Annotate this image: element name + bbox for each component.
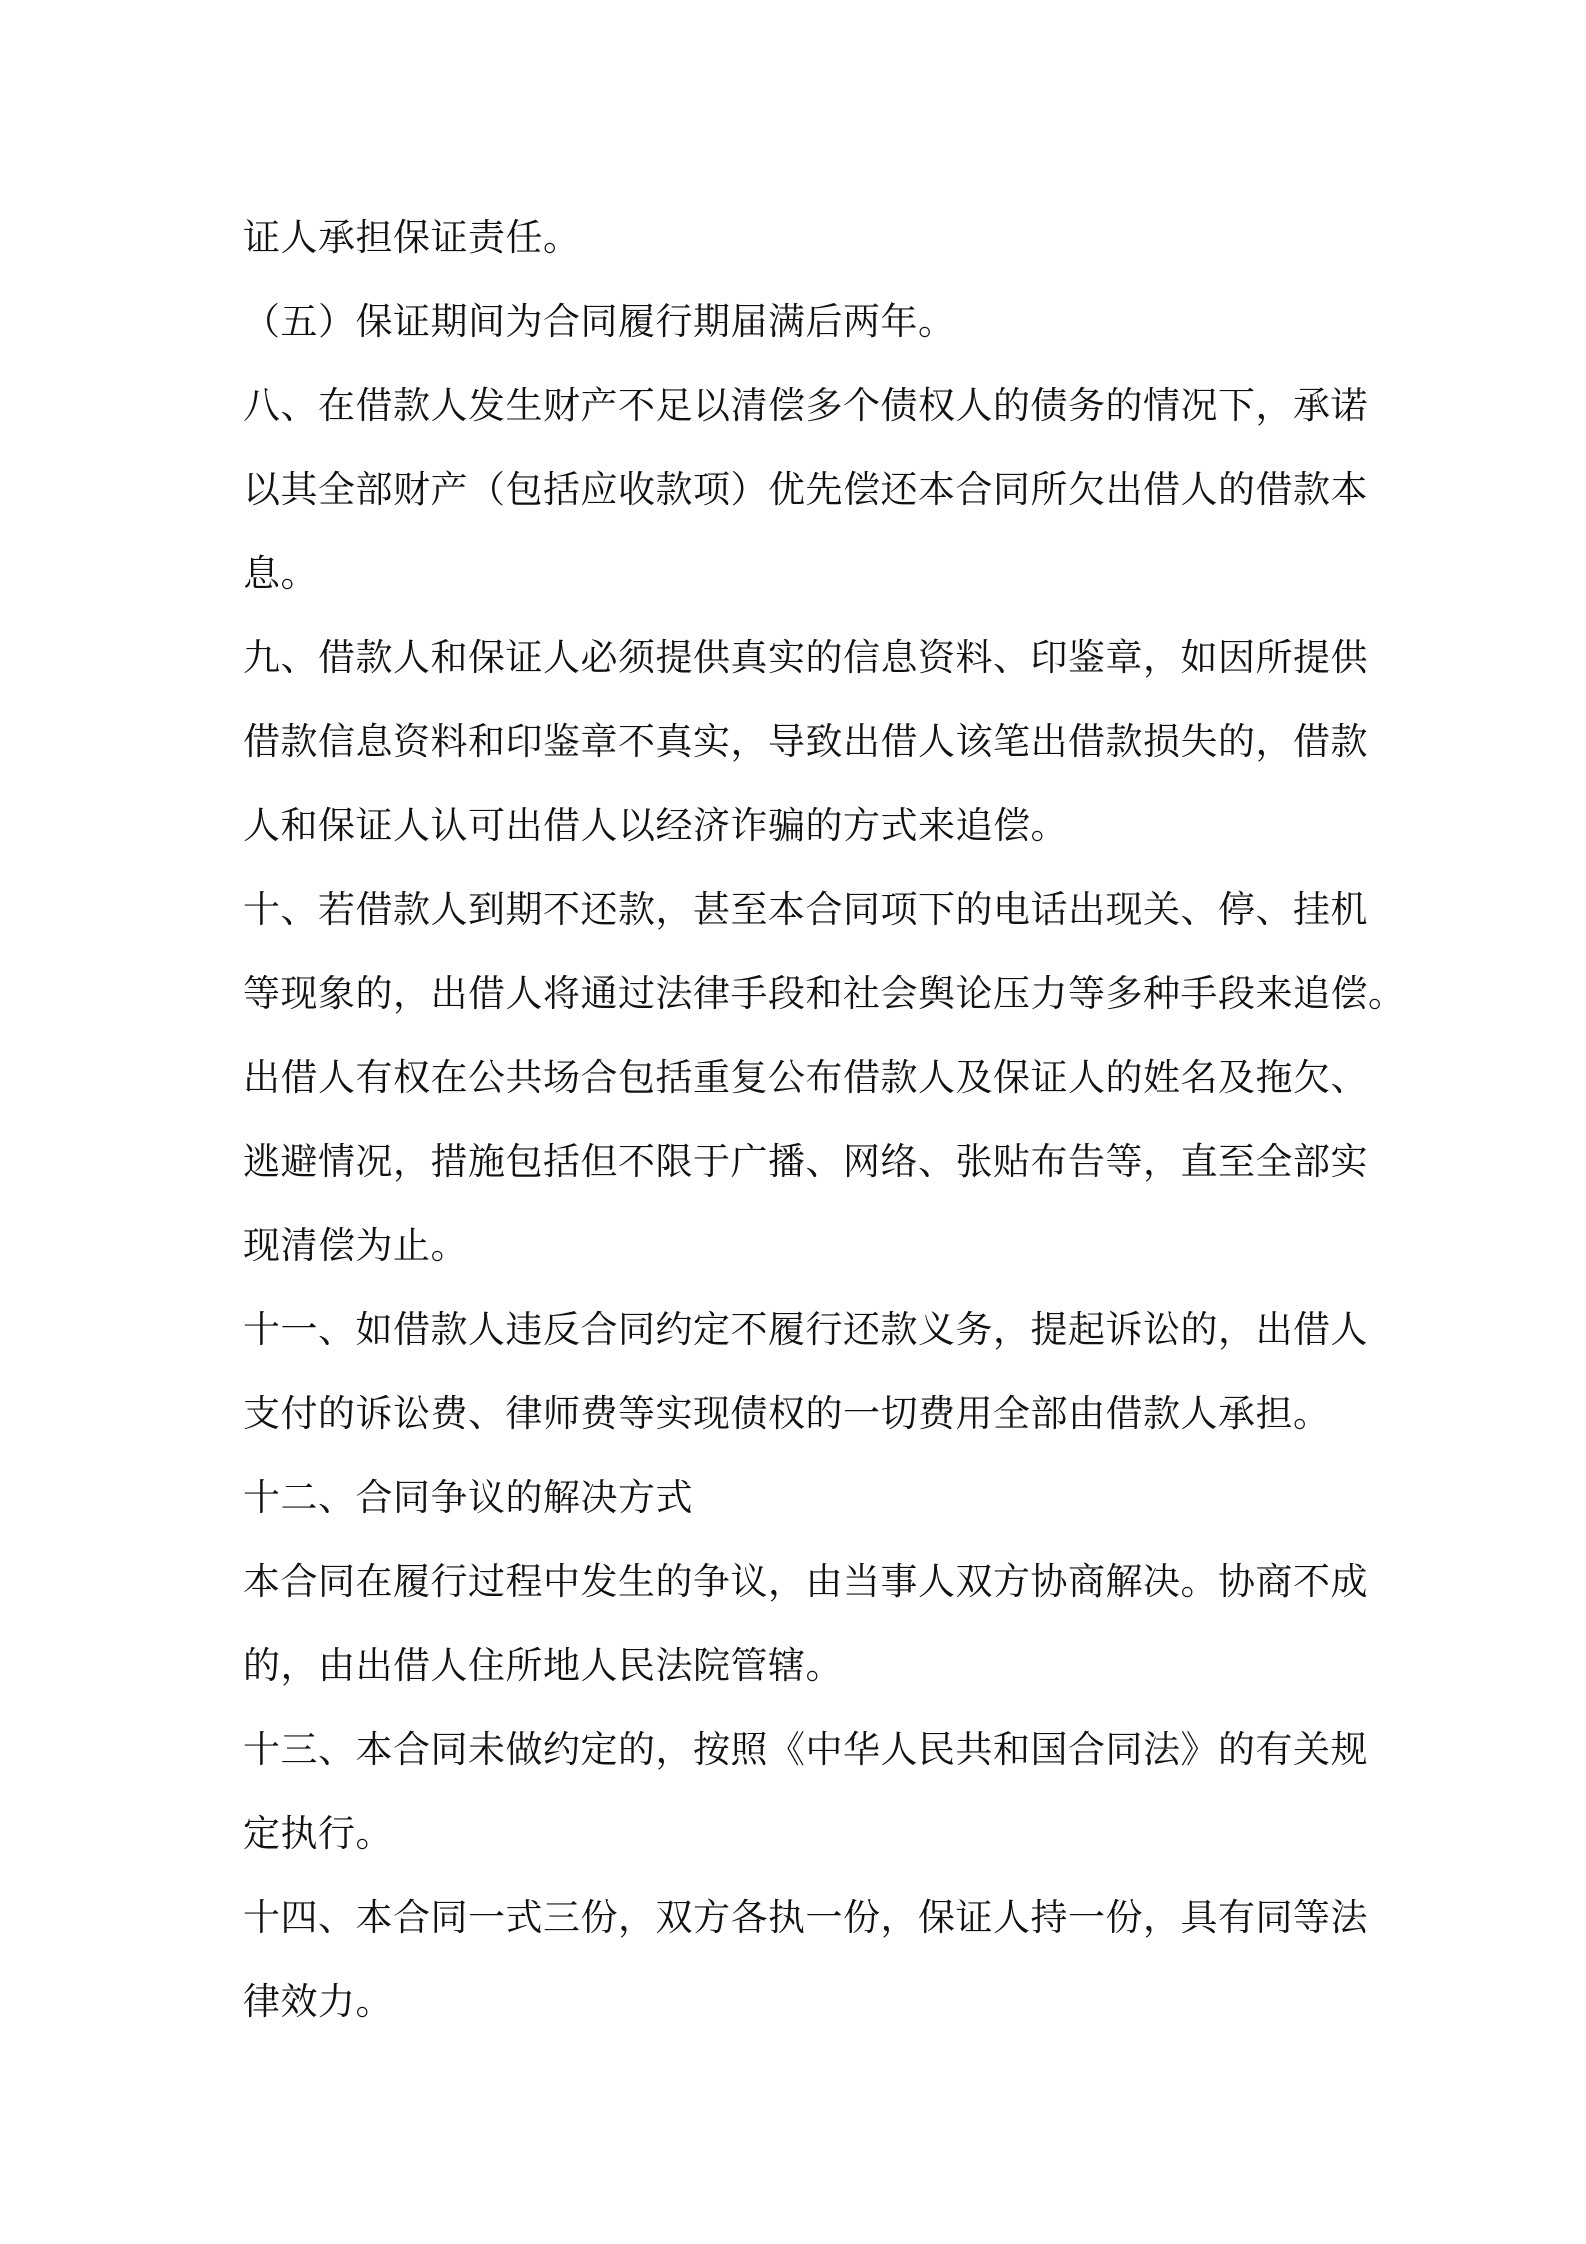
text-line: 等现象的，出借人将通过法律手段和社会舆论压力等多种手段来追偿。 [243, 972, 1406, 1015]
text-line: 十、若借款人到期不还款，甚至本合同项下的电话出现关、停、挂机 [243, 888, 1368, 931]
text-line: 十二、合同争议的解决方式 [243, 1476, 693, 1519]
text-line: （五）保证期间为合同履行期届满后两年。 [243, 300, 956, 343]
text-line: 十一、如借款人违反合同约定不履行还款义务，提起诉讼的，出借人 [243, 1308, 1368, 1351]
text-line: 八、在借款人发生财产不足以清偿多个债权人的债务的情况下，承诺 [243, 384, 1368, 427]
text-line: 十四、本合同一式三份，双方各执一份，保证人持一份，具有同等法 [243, 1896, 1368, 1939]
text-line: 支付的诉讼费、律师费等实现债权的一切费用全部由借款人承担。 [243, 1392, 1331, 1435]
text-line: 出借人有权在公共场合包括重复公布借款人及保证人的姓名及拖欠、 [243, 1056, 1368, 1099]
text-line: 证人承担保证责任。 [243, 216, 581, 259]
text-line: 借款信息资料和印鉴章不真实，导致出借人该笔出借款损失的，借款 [243, 720, 1368, 763]
text-line: 逃避情况，措施包括但不限于广播、网络、张贴布告等，直至全部实 [243, 1140, 1368, 1183]
text-line: 本合同在履行过程中发生的争议，由当事人双方协商解决。协商不成 [243, 1560, 1368, 1603]
text-line: 以其全部财产（包括应收款项）优先偿还本合同所欠出借人的借款本 [243, 468, 1368, 511]
contract-text-body [243, 196, 1406, 2044]
text-line: 人和保证人认可出借人以经济诈骗的方式来追偿。 [243, 804, 1068, 847]
text-line: 息。 [243, 552, 318, 595]
text-line: 九、借款人和保证人必须提供真实的信息资料、印鉴章，如因所提供 [243, 636, 1368, 679]
text-line: 现清偿为止。 [243, 1224, 468, 1267]
text-line: 十三、本合同未做约定的，按照《中华人民共和国合同法》的有关规 [243, 1728, 1368, 1771]
text-line: 定执行。 [243, 1812, 393, 1855]
text-line: 的，由出借人住所地人民法院管辖。 [243, 1644, 843, 1687]
text-line: 律效力。 [243, 1980, 393, 2023]
